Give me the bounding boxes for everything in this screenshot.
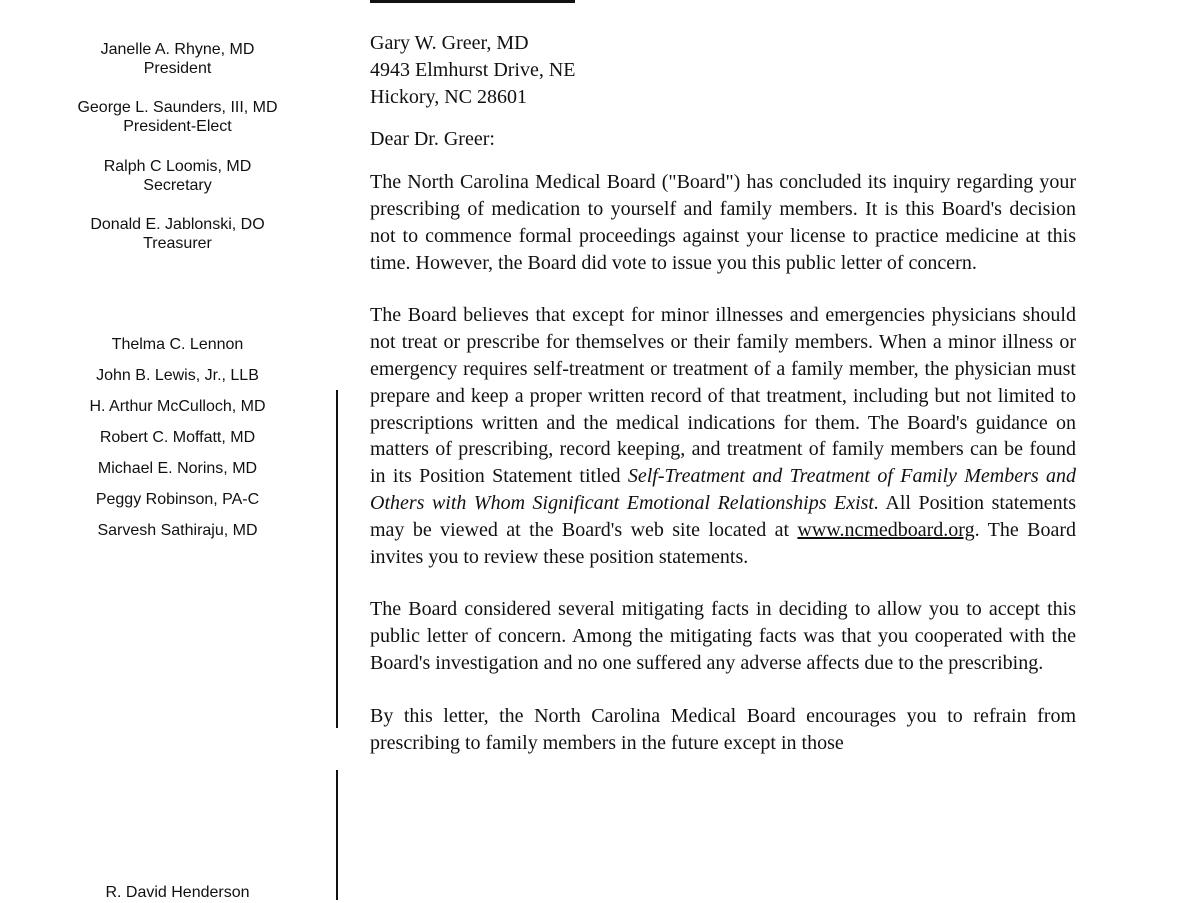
header-underline [370, 0, 575, 3]
officer-name: Janelle A. Rhyne, MD [100, 41, 255, 58]
position-statement-title: Self-Treatment and Treatment of Family Members and Others with Whom Significant Emotional Relationships Exist. [370, 465, 1076, 514]
paragraph-1: The North Carolina Medical Board ("Board") has concluded its inquiry regarding your prescribing of medication to yourself and family members. It is this Board's decision not to commence formal proceedings against your license to practice medicine at this time. However, the Board did vote to issue you this public letter of concern. [370, 171, 1076, 274]
address-line: Gary W. Greer, MD [370, 32, 529, 54]
salutation: Dear Dr. Greer: [370, 128, 495, 151]
officer-title: Secretary [143, 177, 212, 194]
board-member: Thelma C. Lennon [111, 336, 244, 353]
officer-president [40, 40, 315, 78]
address-line: 4943 Elmhurst Drive, NE [370, 58, 576, 81]
board-member: H. Arthur McCulloch, MD [89, 398, 266, 415]
address-line: Hickory, NC 28601 [370, 85, 528, 108]
officer-name: Donald E. Jablonski, DO [90, 216, 265, 233]
paragraph-2-text: The Board believes that except for minor illnesses and emergencies physicians should not treat or prescribe for themselves or their family members. When a minor illness or emergency requires self-treatment or treatment of a family member, the physician must prepare and keep a proper written record of that treatment, including but not limited to prescriptions written and the medical indications for them. The Board's guidance on matters of prescribing, record keeping, and treatment of family members can be found in its Position Statement titled [370, 304, 1076, 488]
sidebar-divider [336, 770, 338, 900]
board-member: Peggy Robinson, PA-C [95, 491, 260, 508]
website-link[interactable]: www.ncmedboard.org [797, 518, 975, 541]
letter-body [370, 30, 1076, 782]
paragraph-2-mid: All Position statements may be viewed at the Board's web site located at [370, 491, 1076, 541]
board-member: Michael E. Norins, MD [97, 460, 258, 477]
staff-name: R. David Henderson [105, 884, 250, 901]
board-member: Sarvesh Sathiraju, MD [97, 522, 258, 539]
officer-title: President [143, 60, 212, 77]
paragraph-4: By this letter, the North Carolina Medical Board encourages you to refrain from prescribing to family members in the future except in those [370, 704, 1076, 754]
officer-name: Ralph C Loomis, MD [103, 158, 252, 175]
board-member: John B. Lewis, Jr., LLB [96, 367, 259, 384]
paragraph-2 [370, 302, 1076, 570]
sidebar-divider [336, 390, 338, 728]
officer-title: Treasurer [143, 235, 212, 252]
officer-title: President-Elect [123, 118, 232, 135]
officer-secretary [40, 157, 315, 195]
officer-president-elect [40, 98, 315, 136]
officer-name: George L. Saunders, III, MD [77, 99, 278, 116]
officer-treasurer [40, 215, 315, 253]
recipient-address [370, 30, 1076, 110]
board-member: Robert C. Moffatt, MD [99, 429, 256, 446]
paragraph-3: The Board considered several mitigating facts in deciding to allow you to accept this public letter of concern. Among the mitigating facts was that you cooperated with the Board's investigation and no one suffered any adverse affects due to the prescribing. [370, 598, 1076, 674]
paragraph-2-end: . The Board invites you to review these position statements. [370, 518, 1077, 568]
